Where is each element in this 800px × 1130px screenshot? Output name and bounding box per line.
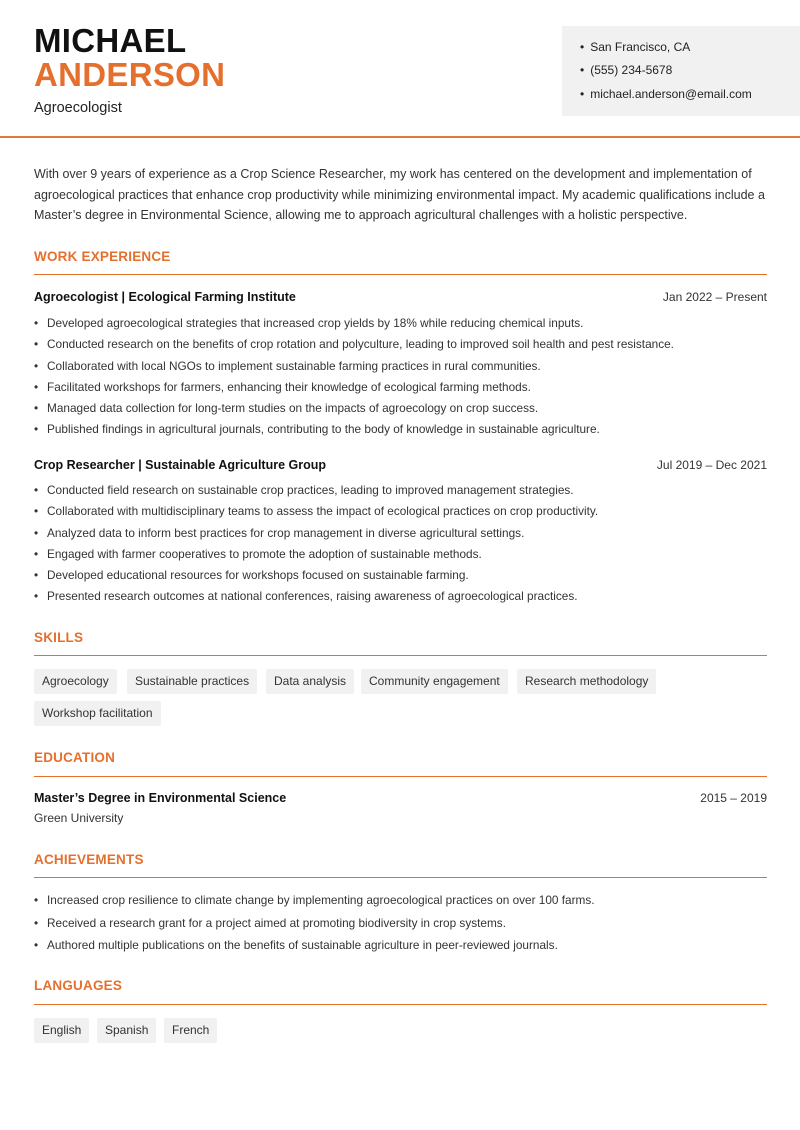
section-divider <box>34 776 767 777</box>
section-divider <box>34 1004 767 1005</box>
list-item: • Engaged with farmer cooperatives to promote the adoption of sustainable methods. <box>34 544 769 565</box>
skill-tag: Agroecology <box>34 669 117 694</box>
skill-tag: Sustainable practices <box>127 669 257 694</box>
job-title: Crop Researcher | Sustainable Agriculture Group <box>34 458 326 472</box>
list-item: • Facilitated workshops for farmers, enhancing their knowledge of ecological farming methods. <box>34 377 769 398</box>
resume-header <box>0 0 800 138</box>
language-tag: Spanish <box>97 1018 156 1043</box>
skill-tag: Research methodology <box>517 669 656 694</box>
section-title-skills: SKILLS <box>34 630 84 645</box>
job-title: Agroecologist | Ecological Farming Institute <box>34 290 296 304</box>
section-divider <box>34 877 767 878</box>
contact-box <box>562 26 800 116</box>
list-item: • Increased crop resilience to climate change by implementing agroecological practices on over 100 farms. <box>34 889 769 912</box>
language-tag: French <box>164 1018 217 1043</box>
contact-email: • michael.anderson@email.com <box>580 87 752 101</box>
section-title-education: EDUCATION <box>34 750 116 765</box>
last-name: ANDERSON <box>34 56 226 93</box>
list-item: • Collaborated with local NGOs to implement sustainable farming practices in rural communities. <box>34 356 769 377</box>
education-school: Green University <box>34 811 124 825</box>
section-title-languages: LANGUAGES <box>34 978 123 993</box>
skill-tag: Workshop facilitation <box>34 701 161 726</box>
first-name: MICHAEL <box>34 22 187 59</box>
list-item: • Published findings in agricultural journals, contributing to the body of knowledge in sustainable agriculture. <box>34 419 769 440</box>
contact-location: • San Francisco, CA <box>580 40 690 54</box>
list-item: • Developed educational resources for workshops focused on sustainable farming. <box>34 565 769 586</box>
job-bullets <box>34 480 769 608</box>
contact-phone: • (555) 234-5678 <box>580 63 672 77</box>
list-item: • Received a research grant for a project aimed at promoting biodiversity in crop systems. <box>34 912 769 935</box>
job-role: Agroecologist <box>34 100 122 116</box>
achievement-bullets <box>34 889 769 957</box>
skill-tag: Data analysis <box>266 669 354 694</box>
education-degree: Master’s Degree in Environmental Science <box>34 791 287 805</box>
list-item: • Managed data collection for long-term studies on the impacts of agroecology on crop success. <box>34 398 769 419</box>
job-dates: Jan 2022 – Present <box>662 290 767 304</box>
section-divider <box>34 274 767 275</box>
summary-paragraph: With over 9 years of experience as a Crop Science Researcher, my work has centered on the development and implementation of agroecological practices that enhance crop productivity while minimizing environmental impact. My academic qualifications include a Master’s degree in Environmental Science, allowing me to approach agricultural challenges with a holistic perspective. <box>34 167 765 222</box>
job-dates: Jul 2019 – Dec 2021 <box>656 458 767 472</box>
skill-tag: Community engagement <box>361 669 508 694</box>
list-item: • Analyzed data to inform best practices for crop management in diverse agricultural settings. <box>34 523 769 544</box>
section-title-achievements: ACHIEVEMENTS <box>34 852 144 867</box>
list-item: • Conducted research on the benefits of crop rotation and polyculture, leading to improved soil health and pest resistance. <box>34 334 769 355</box>
section-divider <box>34 655 767 656</box>
education-dates: 2015 – 2019 <box>700 791 767 805</box>
language-tag: English <box>34 1018 89 1043</box>
list-item: • Developed agroecological strategies that increased crop yields by 18% while reducing chemical inputs. <box>34 313 769 334</box>
list-item: • Conducted field research on sustainable crop practices, leading to improved management strategies. <box>34 480 769 501</box>
list-item: • Presented research outcomes at national conferences, raising awareness of agroecological practices. <box>34 586 769 607</box>
section-title-work: WORK EXPERIENCE <box>34 249 171 264</box>
list-item: • Authored multiple publications on the benefits of sustainable agriculture in peer-reviewed journals. <box>34 934 769 957</box>
job-bullets <box>34 313 769 441</box>
list-item: • Collaborated with multidisciplinary teams to assess the impact of ecological practices on crop productivity. <box>34 501 769 522</box>
